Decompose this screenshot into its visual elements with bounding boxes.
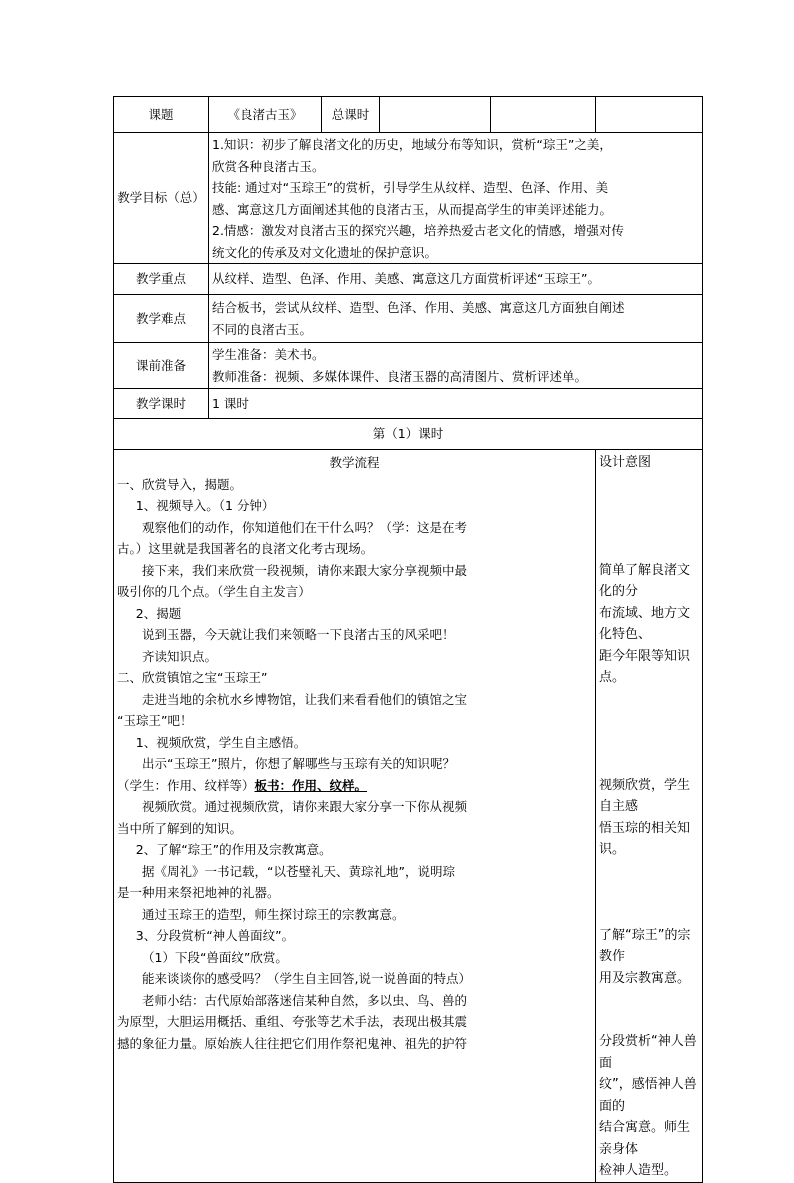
difficulties-line: 不同的良渚古玉。 [212, 321, 313, 337]
flow-line: 走进当地的余杭水乡博物馆，让我们来看看他们的镇馆之宝 [142, 691, 468, 707]
preparation-line: 教师准备：视频、多媒体课件、良渚玉器的高清图片、赏析评述单。 [212, 368, 588, 384]
total-hours-value [380, 97, 491, 133]
design-note-line: 视频欣赏，学生自主感 [599, 777, 691, 814]
objectives-line: 感、寓意这几方面阐述其他的良渚古玉，从而提高学生的审美评述能力。 [212, 201, 613, 217]
design-note-line: 结合寓意。师生亲身体 [599, 1120, 691, 1157]
design-note-line: 检神人造型。 [599, 1163, 678, 1178]
flow-line: 齐读知识点。 [142, 648, 218, 664]
flow-line: 视频欣赏。通过视频欣赏，请你来跟大家分享一下你从视频 [142, 799, 468, 814]
preparation-label: 课前准备 [114, 343, 209, 389]
flow-heading: 二、欣赏镇馆之宝“玉琮王” [117, 670, 268, 685]
design-note-line: 距今年限等知识点。 [599, 648, 691, 685]
design-spacer [599, 689, 699, 775]
flow-line: 古。）这里就是我国著名的良渚文化考古现场。 [117, 541, 374, 556]
flow-line: 通过玉琮王的造型，师生探讨琮王的宗教寓意。 [142, 906, 405, 922]
design-cell [596, 450, 703, 1183]
preparation-line: 学生准备：美术书。 [212, 347, 325, 362]
flow-line: 说到玉器，今天就让我们来领略一下良渚古玉的风采吧！ [142, 627, 455, 642]
key-points-label: 教学重点 [114, 264, 209, 295]
design-spacer [599, 861, 699, 925]
session-title: 第（1）课时 [114, 419, 703, 450]
flow-line: 撼的象征力量。原始族人往往把它们用作祭祀鬼神、祖先的护符 [117, 1035, 468, 1051]
flow-line: 接下来，我们来欣赏一段视频，请你来跟大家分享视频中最 [142, 562, 468, 578]
session-title-row [114, 419, 703, 450]
objectives-line: 技能: 通过对“玉琮王”的赏析，引导学生从纹样、造型、色泽、作用、美 [212, 180, 609, 195]
flow-line: 2、揭题 [135, 605, 182, 621]
flow-line: 1、视频欣赏，学生自主感悟。 [135, 734, 307, 750]
design-note-line: 布流域、地方文化特色、 [599, 605, 691, 642]
difficulties-content [209, 295, 703, 343]
objectives-line: 2.情感：激发对良渚古玉的探究兴趣，培养热爱古老文化的情感，增强对传 [212, 223, 624, 238]
flow-line: 是一种用来祭祀地神的礼器。 [117, 885, 280, 900]
title-value: 《良渚古玉》 [209, 97, 322, 133]
flow-header: 教学流程 [329, 455, 380, 470]
hours-row [114, 389, 703, 419]
objectives-line: 欣赏各种良渚古玉。 [212, 158, 325, 174]
objectives-label [114, 133, 209, 264]
flow-line: 观察他们的动作，你知道他们在干什么吗？（学：这是在考 [142, 519, 468, 535]
design-spacer [599, 989, 699, 1031]
flow-line: （1）下段“兽面纹”欣赏。 [142, 949, 288, 965]
key-points-text: 从纹样、造型、色泽、作用、美感、寓意这几方面赏析评述“玉琮王”。 [209, 264, 703, 295]
blank-cell-1 [491, 97, 596, 133]
objectives-label-text: 教学目标（总） [117, 190, 205, 206]
flow-cell [114, 450, 596, 1183]
board-note: 板书：作用、纹样。 [254, 777, 368, 793]
title-row [114, 97, 703, 133]
design-note-line: 悟玉琮的相关知识。 [599, 820, 691, 857]
design-note-line: 分段赏析“神人兽面 [599, 1034, 697, 1071]
flow-line: 吸引你的几个点。（学生自主发言） [117, 584, 311, 599]
flow-line: 2、了解“琮王”的作用及宗教寓意。 [135, 842, 332, 857]
difficulties-label: 教学难点 [114, 295, 209, 343]
blank-cell-2 [596, 97, 703, 133]
hours-label: 教学课时 [114, 389, 209, 419]
design-spacer [599, 474, 699, 560]
difficulties-row [114, 295, 703, 343]
flow-heading: 一、欣赏导入，揭题。 [117, 476, 243, 492]
flow-line: 为原型，大胆运用概括、重组、夸张等艺术手法，表现出极其震 [117, 1014, 468, 1029]
difficulties-line: 结合板书，尝试从纹样、造型、色泽、作用、美感、寓意这几方面独自阐述 [212, 300, 625, 315]
flow-line: 能来谈谈你的感受吗？（学生自主回答,说一说兽面的特点） [142, 971, 471, 986]
preparation-row [114, 343, 703, 389]
objectives-line: 1.知识：初步了解良渚文化的历史，地域分布等知识，赏析“琮王”之美， [212, 137, 612, 152]
design-header: 设计意图 [599, 455, 652, 470]
lesson-plan-table [113, 96, 703, 1183]
design-note-line: 纹”，感悟神人兽面的 [599, 1077, 697, 1114]
flow-line: 当中所了解到的知识。 [117, 820, 243, 836]
objectives-content [209, 133, 703, 264]
key-points-row [114, 264, 703, 295]
design-note-line: 了解“琮王”的宗教作 [599, 927, 691, 964]
design-note-line: 简单了解良渚文化的分 [599, 562, 691, 599]
objectives-row [114, 133, 703, 264]
preparation-content [209, 343, 703, 389]
flow-line: “玉琮王”吧！ [117, 713, 193, 728]
flow-line: （学生：作用、纹样等） [117, 777, 255, 793]
design-note-line: 用及宗教寓意。 [599, 970, 691, 986]
flow-line: 据《周礼》一书记载，“以苍璧礼天、黄琮礼地”，说明琮 [142, 863, 455, 879]
title-label: 课题 [114, 97, 209, 133]
flow-line: 老师小结：古代原始部落迷信某种自然，多以虫、鸟、兽的 [142, 992, 468, 1008]
flow-line: 出示“玉琮王”照片，你想了解哪些与玉琮有关的知识呢？ [142, 756, 455, 771]
flow-line-with-board [117, 775, 592, 797]
flow-line: 1、视频导入。（1 分钟） [135, 498, 275, 513]
objectives-line: 统文化的传承及对文化遗址的保护意识。 [212, 244, 438, 260]
total-hours-label: 总课时 [322, 97, 380, 133]
flow-line: 3、分段赏析“神人兽面纹”。 [135, 928, 295, 943]
hours-value: 1 课时 [209, 389, 703, 419]
session-body-row [114, 450, 703, 1183]
